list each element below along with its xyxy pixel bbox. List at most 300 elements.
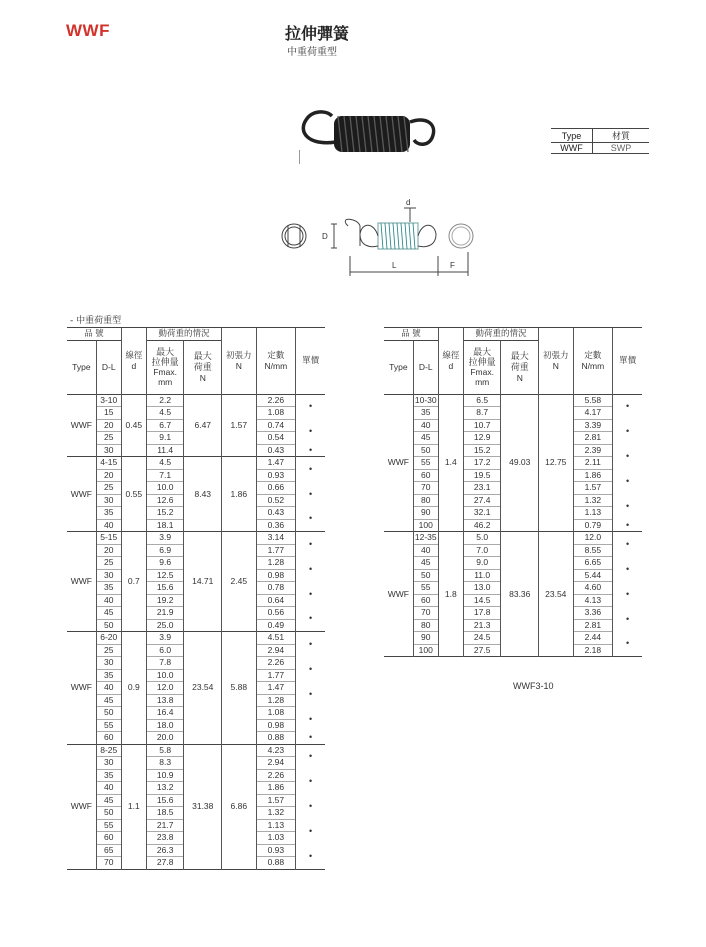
- cell-price: •: [296, 632, 325, 657]
- cell-dl: 20: [96, 469, 121, 482]
- header-dynamic: 動荷重的情況: [146, 328, 221, 341]
- cell-dl: 55: [96, 819, 121, 832]
- cell-max-extension: 13.0: [463, 582, 501, 595]
- cell-spring-constant: 4.17: [573, 407, 613, 420]
- cell-dl: 45: [413, 432, 438, 445]
- cell-spring-constant: 1.28: [256, 694, 296, 707]
- cell-price: •: [296, 682, 325, 707]
- cell-max-extension: 4.5: [146, 457, 184, 470]
- cell-spring-constant: 0.52: [256, 494, 296, 507]
- cell-initial-tension: 2.45: [222, 532, 256, 632]
- cell-max-extension: 18.0: [146, 719, 184, 732]
- cell-spring-constant: 1.86: [256, 782, 296, 795]
- cell-dl: 35: [96, 669, 121, 682]
- cell-spring-constant: 0.64: [256, 594, 296, 607]
- cell-max-extension: 15.6: [146, 582, 184, 595]
- cell-max-extension: 12.6: [146, 494, 184, 507]
- header-row: [67, 328, 325, 341]
- cell-type: WWF: [384, 532, 413, 657]
- cell-wire-diameter: 1.1: [121, 744, 146, 869]
- cell-spring-constant: 0.56: [256, 607, 296, 620]
- cell-spring-constant: 0.74: [256, 419, 296, 432]
- cell-spring-constant: 0.93: [256, 844, 296, 857]
- header-type: Type: [67, 340, 96, 394]
- cell-spring-constant: 8.55: [573, 544, 613, 557]
- cell-max-extension: 15.2: [463, 444, 501, 457]
- dim-D: D: [322, 232, 328, 241]
- cell-spring-constant: 1.28: [256, 557, 296, 570]
- cell-wire-diameter: 1.4: [438, 394, 463, 532]
- cell-dl: 25: [96, 482, 121, 495]
- cell-price: •: [296, 394, 325, 419]
- header-maxload-unit: N: [199, 372, 206, 383]
- cell-max-extension: 17.2: [463, 457, 501, 470]
- header-pin: 品 號: [384, 328, 438, 341]
- cell-max-extension: 18.1: [146, 519, 184, 532]
- cell-spring-constant: 1.77: [256, 544, 296, 557]
- cell-max-extension: 11.4: [146, 444, 184, 457]
- cell-spring-constant: 1.03: [256, 832, 296, 845]
- cell-dl: 40: [96, 594, 121, 607]
- header-maxload-label: 最大 荷重: [510, 350, 529, 372]
- page-subtitle: 中重荷重型: [287, 47, 337, 58]
- cell-dl: 70: [96, 857, 121, 870]
- cell-spring-constant: 2.26: [256, 657, 296, 670]
- table-row: [67, 744, 325, 757]
- cell-type: WWF: [67, 532, 96, 632]
- cell-price: •: [296, 419, 325, 444]
- cell-max-extension: 18.5: [146, 807, 184, 820]
- cell-price: •: [296, 732, 325, 745]
- cell-spring-constant: 0.88: [256, 732, 296, 745]
- cell-spring-constant: 1.08: [256, 407, 296, 420]
- cell-dl: 20: [96, 544, 121, 557]
- dim-L: L: [392, 261, 397, 270]
- cell-dl: 60: [413, 594, 438, 607]
- cell-dl: 30: [96, 494, 121, 507]
- cell-max-extension: 7.1: [146, 469, 184, 482]
- cell-price: •: [296, 607, 325, 632]
- cell-initial-tension: 12.75: [539, 394, 573, 532]
- cell-max-load: 8.43: [184, 457, 222, 532]
- cell-max-extension: 10.0: [146, 482, 184, 495]
- cell-spring-constant: 2.26: [256, 769, 296, 782]
- cell-dl: 50: [96, 619, 121, 632]
- header-k-unit: N/mm: [264, 360, 288, 371]
- table-row: [384, 394, 642, 407]
- cell-max-extension: 46.2: [463, 519, 501, 532]
- cell-dl: 6-20: [96, 632, 121, 645]
- cell-max-extension: 7.8: [146, 657, 184, 670]
- cell-max-extension: 3.9: [146, 532, 184, 545]
- cell-max-extension: 26.3: [146, 844, 184, 857]
- header-dl: D-L: [96, 340, 121, 394]
- cell-max-extension: 21.9: [146, 607, 184, 620]
- cell-price: •: [296, 819, 325, 844]
- spec-table-right: [384, 327, 642, 657]
- cell-dl: 30: [96, 657, 121, 670]
- cell-max-extension: 15.6: [146, 794, 184, 807]
- cell-dl: 50: [96, 707, 121, 720]
- header-dynamic: 動荷重的情況: [463, 328, 538, 341]
- header-maxext-unit: Fmax. mm: [153, 367, 177, 387]
- header-dl: D-L: [413, 340, 438, 394]
- cell-spring-constant: 0.36: [256, 519, 296, 532]
- cell-max-extension: 15.2: [146, 507, 184, 520]
- cell-dl: 12-35: [414, 532, 437, 543]
- cell-max-extension: 19.5: [463, 469, 501, 482]
- cell-dl: 25: [96, 644, 121, 657]
- cell-max-extension: 10.0: [146, 669, 184, 682]
- cell-spring-constant: 2.26: [256, 394, 296, 407]
- cell-dl: 60: [413, 469, 438, 482]
- cell-dl: 45: [96, 794, 121, 807]
- header-wire-unit: d: [131, 360, 137, 371]
- cell-spring-constant: 0.49: [256, 619, 296, 632]
- header-maxext-label: 最大 拉伸量: [151, 347, 179, 367]
- cell-dl: 40: [96, 519, 121, 532]
- cell-spring-constant: 2.94: [256, 644, 296, 657]
- cell-max-extension: 14.5: [463, 594, 501, 607]
- cell-initial-tension: 1.57: [222, 394, 256, 457]
- cell-wire-diameter: 0.7: [121, 532, 146, 632]
- cell-type: WWF: [67, 457, 96, 532]
- cell-max-load: 83.36: [501, 532, 539, 657]
- cell-dl: 25: [96, 432, 121, 445]
- header-maxext-unit: Fmax. mm: [470, 367, 494, 387]
- cell-price: •: [613, 582, 642, 607]
- cell-max-load: 49.03: [501, 394, 539, 532]
- cell-max-extension: 13.2: [146, 782, 184, 795]
- page-title: 拉伸彈簧: [285, 24, 350, 43]
- cell-dl: 45: [413, 557, 438, 570]
- cell-price: •: [613, 444, 642, 469]
- cell-max-extension: 13.8: [146, 694, 184, 707]
- cell-dl: 25: [96, 557, 121, 570]
- cell-spring-constant: 0.66: [256, 482, 296, 495]
- cell-dl: 70: [413, 482, 438, 495]
- cell-max-extension: 16.4: [146, 707, 184, 720]
- spec-table-left: [67, 327, 325, 870]
- cell-dl: 30: [96, 444, 121, 457]
- cell-wire-diameter: 1.8: [438, 532, 463, 657]
- cell-max-extension: 4.5: [146, 407, 184, 420]
- cell-spring-constant: 2.11: [573, 457, 613, 470]
- cell-spring-constant: 0.43: [256, 444, 296, 457]
- cell-spring-constant: 2.81: [573, 432, 613, 445]
- header-k-label: 定數: [584, 349, 602, 360]
- cell-dl: 30: [96, 757, 121, 770]
- cell-max-load: 6.47: [184, 394, 222, 457]
- table-row: [67, 457, 325, 470]
- cell-dl: 45: [96, 607, 121, 620]
- cell-dl: 40: [413, 419, 438, 432]
- cell-max-extension: 5.0: [463, 532, 501, 545]
- cell-max-extension: 9.6: [146, 557, 184, 570]
- cell-dl: 15: [96, 407, 121, 420]
- cell-spring-constant: 0.93: [256, 469, 296, 482]
- table-row: [67, 394, 325, 407]
- cell-dl: 40: [96, 682, 121, 695]
- cell-spring-constant: 3.39: [573, 419, 613, 432]
- cell-dl: 10-30: [414, 394, 437, 405]
- cell-price: •: [296, 582, 325, 607]
- cell-dl: 35: [96, 582, 121, 595]
- cell-dl: 70: [413, 607, 438, 620]
- header-k-label: 定數: [267, 349, 285, 360]
- cell-max-load: 14.71: [184, 532, 222, 632]
- header-wire-label: 線徑: [442, 349, 460, 360]
- header-spring-constant: [256, 328, 296, 395]
- cell-spring-constant: 1.47: [256, 682, 296, 695]
- cell-spring-constant: 1.57: [573, 482, 613, 495]
- cell-spring-constant: 1.57: [256, 794, 296, 807]
- cell-max-extension: 8.7: [463, 407, 501, 420]
- header-maxload-unit: N: [516, 372, 523, 383]
- cell-dl: 55: [413, 457, 438, 470]
- cell-price: •: [296, 532, 325, 557]
- cell-price: •: [296, 444, 325, 457]
- cell-price: •: [613, 532, 642, 557]
- spring-photo: [298, 102, 438, 154]
- dim-d: d: [406, 198, 411, 207]
- cell-dl: 40: [96, 782, 121, 795]
- cell-max-extension: 8.3: [146, 757, 184, 770]
- cell-spring-constant: 1.08: [256, 707, 296, 720]
- divider: [299, 150, 300, 164]
- header-init-unit: N: [235, 360, 242, 371]
- material-header-type: Type: [551, 129, 593, 143]
- cell-price: •: [296, 844, 325, 869]
- cell-max-extension: 25.0: [146, 619, 184, 632]
- cell-max-extension: 23.1: [463, 482, 501, 495]
- cell-max-extension: 19.2: [146, 594, 184, 607]
- cell-dl: 100: [413, 519, 438, 532]
- cell-dl: 35: [96, 507, 121, 520]
- cell-max-extension: 21.3: [463, 619, 501, 632]
- cell-dl: 40: [413, 544, 438, 557]
- cell-type: WWF: [67, 744, 96, 869]
- header-k-unit: N/mm: [581, 360, 605, 371]
- cell-dl: 90: [413, 507, 438, 520]
- material-table: [551, 128, 649, 154]
- cell-max-extension: 10.7: [463, 419, 501, 432]
- cell-dl: 35: [96, 769, 121, 782]
- header-spring-constant: [573, 328, 613, 395]
- cell-price: •: [613, 632, 642, 657]
- cell-spring-constant: 1.32: [256, 807, 296, 820]
- cell-max-load: 23.54: [184, 632, 222, 745]
- cell-max-extension: 2.2: [146, 394, 184, 407]
- cell-spring-constant: 12.0: [573, 532, 613, 545]
- cell-price: •: [296, 507, 325, 532]
- header-maxext-label: 最大 拉伸量: [468, 347, 496, 367]
- cell-spring-constant: 4.23: [256, 744, 296, 757]
- cell-dl: 8-25: [96, 744, 121, 757]
- header-wire: [121, 328, 146, 395]
- cell-spring-constant: 5.58: [573, 394, 613, 407]
- cell-price: •: [296, 707, 325, 732]
- cell-dl: 55: [96, 719, 121, 732]
- cell-price: •: [296, 657, 325, 682]
- cell-dl: 100: [413, 644, 438, 657]
- cell-spring-constant: 4.13: [573, 594, 613, 607]
- cell-spring-constant: 2.44: [573, 632, 613, 645]
- cell-dl: 30: [96, 569, 121, 582]
- cell-type: WWF: [384, 394, 413, 532]
- cell-spring-constant: 4.51: [256, 632, 296, 645]
- header-type: Type: [384, 340, 413, 394]
- cell-dl: 55: [413, 582, 438, 595]
- cell-dl: 20: [96, 419, 121, 432]
- cell-spring-constant: 0.54: [256, 432, 296, 445]
- cell-dl: 50: [413, 444, 438, 457]
- cell-max-extension: 6.7: [146, 419, 184, 432]
- header-wire-unit: d: [448, 360, 454, 371]
- cell-max-extension: 12.5: [146, 569, 184, 582]
- cell-spring-constant: 4.60: [573, 582, 613, 595]
- header-wire-label: 線徑: [125, 349, 143, 360]
- cell-wire-diameter: 0.9: [121, 632, 146, 745]
- cell-dl: 90: [413, 632, 438, 645]
- cell-wire-diameter: 0.45: [121, 394, 146, 457]
- cell-price: •: [613, 419, 642, 444]
- header-max-extension: [463, 340, 501, 394]
- cell-dl: 35: [413, 407, 438, 420]
- material-type: WWF: [551, 143, 593, 154]
- cell-spring-constant: 2.81: [573, 619, 613, 632]
- cell-price: •: [613, 557, 642, 582]
- cell-price: •: [613, 607, 642, 632]
- header-wire: [438, 328, 463, 395]
- cell-max-extension: 23.8: [146, 832, 184, 845]
- cell-max-extension: 27.4: [463, 494, 501, 507]
- cell-dl: 60: [96, 832, 121, 845]
- cell-spring-constant: 0.88: [256, 857, 296, 870]
- cell-price: •: [296, 744, 325, 769]
- cell-max-extension: 7.0: [463, 544, 501, 557]
- material-header-material: 材質: [593, 129, 650, 143]
- header-max-extension: [146, 340, 184, 394]
- cell-price: •: [296, 794, 325, 819]
- cell-initial-tension: 1.86: [222, 457, 256, 532]
- cell-price: •: [296, 557, 325, 582]
- header-max-load: [184, 340, 222, 394]
- cell-max-extension: 12.9: [463, 432, 501, 445]
- cell-dl: 45: [96, 694, 121, 707]
- cell-spring-constant: 0.98: [256, 569, 296, 582]
- brand-logo: WWF: [66, 21, 110, 40]
- page-mark: WWF3-10: [513, 681, 554, 691]
- cell-wire-diameter: 0.55: [121, 457, 146, 532]
- section-label: - 中重荷重型: [70, 316, 122, 326]
- header-pin: 品 號: [67, 328, 121, 341]
- cell-spring-constant: 3.14: [256, 532, 296, 545]
- cell-max-extension: 9.0: [463, 557, 501, 570]
- cell-spring-constant: 2.39: [573, 444, 613, 457]
- cell-max-extension: 27.8: [146, 857, 184, 870]
- cell-spring-constant: 2.18: [573, 644, 613, 657]
- cell-dl: 3-10: [96, 394, 121, 407]
- cell-spring-constant: 1.32: [573, 494, 613, 507]
- header-maxload-label: 最大 荷重: [193, 350, 212, 372]
- cell-price: •: [613, 494, 642, 519]
- cell-max-extension: 27.5: [463, 644, 501, 657]
- cell-spring-constant: 0.78: [256, 582, 296, 595]
- material-value: SWP: [593, 143, 650, 154]
- cell-dl: 50: [413, 569, 438, 582]
- cell-price: •: [613, 519, 642, 532]
- cell-max-extension: 32.1: [463, 507, 501, 520]
- cell-type: WWF: [67, 632, 96, 745]
- cell-max-extension: 20.0: [146, 732, 184, 745]
- header-max-load: [501, 340, 539, 394]
- cell-max-extension: 6.5: [463, 394, 501, 407]
- cell-spring-constant: 0.79: [573, 519, 613, 532]
- cell-max-load: 31.38: [184, 744, 222, 869]
- cell-spring-constant: 3.36: [573, 607, 613, 620]
- cell-max-extension: 17.8: [463, 607, 501, 620]
- cell-spring-constant: 1.77: [256, 669, 296, 682]
- cell-max-extension: 6.0: [146, 644, 184, 657]
- cell-price: •: [613, 469, 642, 494]
- header-init-unit: N: [552, 360, 559, 371]
- cell-dl: 80: [413, 494, 438, 507]
- spring-dimension-drawing: [278, 196, 478, 278]
- cell-price: •: [296, 457, 325, 482]
- table-row: [67, 532, 325, 545]
- cell-dl: 50: [96, 807, 121, 820]
- cell-price: •: [613, 394, 642, 419]
- cell-max-extension: 10.9: [146, 769, 184, 782]
- cell-max-extension: 6.9: [146, 544, 184, 557]
- cell-max-extension: 9.1: [146, 432, 184, 445]
- header-init-label: 初張力: [226, 349, 252, 360]
- table-row: [384, 532, 642, 545]
- cell-initial-tension: 6.86: [222, 744, 256, 869]
- cell-spring-constant: 1.86: [573, 469, 613, 482]
- cell-spring-constant: 0.43: [256, 507, 296, 520]
- cell-price: •: [296, 482, 325, 507]
- dim-F: F: [450, 261, 455, 270]
- cell-initial-tension: 23.54: [539, 532, 573, 657]
- cell-max-extension: 11.0: [463, 569, 501, 582]
- cell-spring-constant: 0.98: [256, 719, 296, 732]
- header-initial-tension: [539, 328, 573, 395]
- header-price: 單價: [296, 328, 325, 395]
- cell-dl: 5-15: [96, 532, 121, 545]
- cell-spring-constant: 1.13: [256, 819, 296, 832]
- cell-max-extension: 24.5: [463, 632, 501, 645]
- cell-type: WWF: [67, 394, 96, 457]
- cell-spring-constant: 6.65: [573, 557, 613, 570]
- cell-spring-constant: 1.13: [573, 507, 613, 520]
- cell-dl: 65: [96, 844, 121, 857]
- header-price: 單價: [613, 328, 642, 395]
- cell-max-extension: 12.0: [146, 682, 184, 695]
- cell-dl: 80: [413, 619, 438, 632]
- cell-spring-constant: 2.94: [256, 757, 296, 770]
- header-initial-tension: [222, 328, 256, 395]
- cell-dl: 60: [96, 732, 121, 745]
- cell-spring-constant: 5.44: [573, 569, 613, 582]
- cell-spring-constant: 1.47: [256, 457, 296, 470]
- cell-price: •: [296, 769, 325, 794]
- cell-initial-tension: 5.88: [222, 632, 256, 745]
- cell-max-extension: 5.8: [146, 744, 184, 757]
- cell-max-extension: 21.7: [146, 819, 184, 832]
- table-row: [67, 632, 325, 645]
